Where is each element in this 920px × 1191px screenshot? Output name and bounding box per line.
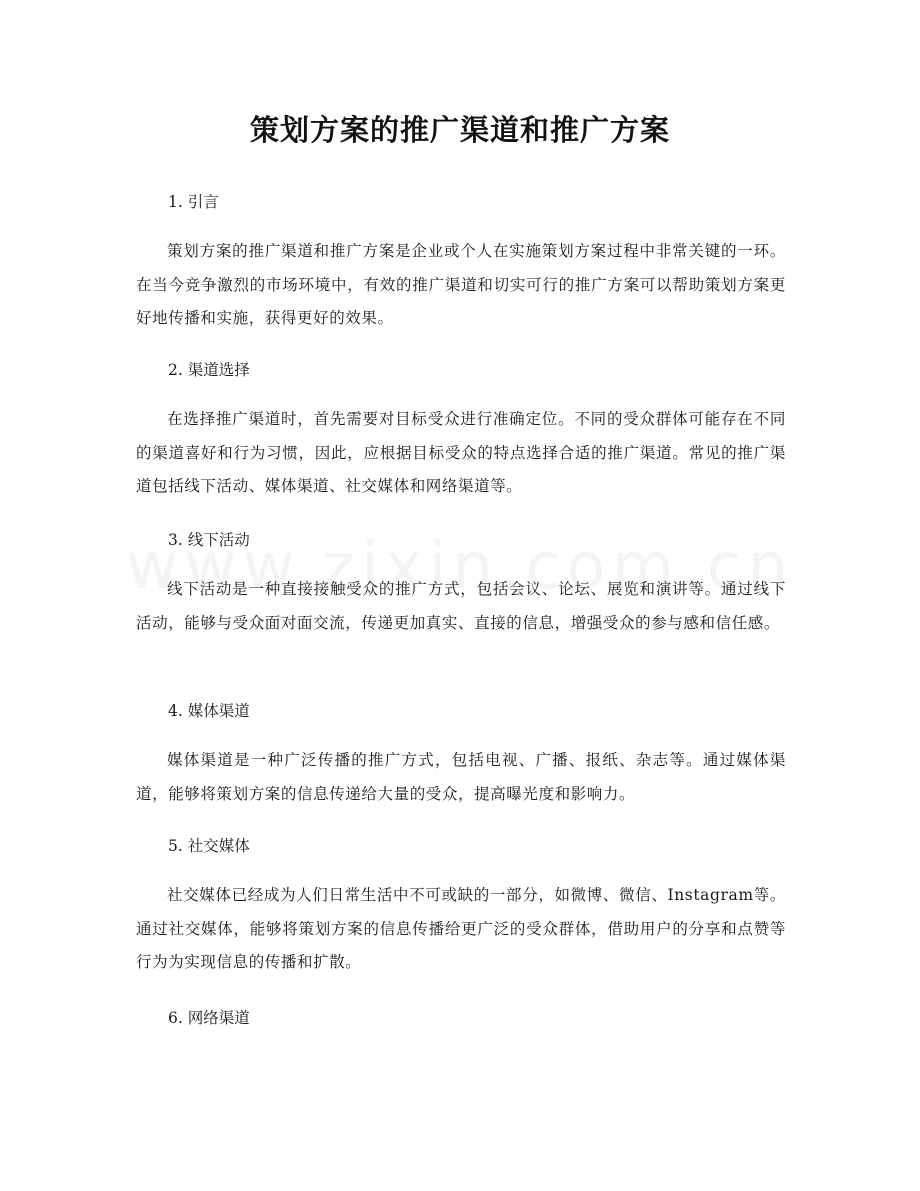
section-paragraph: 策划方案的推广渠道和推广方案是企业或个人在实施策划方案过程中非常关键的一环。在当今竞争激烈的市场环境中，有效的推广渠道和切实可行的推广方案可以帮助策划方案更好地传播和实施，获得更好的效果。	[136, 242, 786, 327]
section-heading: 4. 媒体渠道	[168, 702, 250, 720]
section-online-channels	[136, 1006, 786, 1030]
section-heading: 3. 线下活动	[168, 531, 250, 549]
section-introduction	[136, 190, 786, 336]
section-media-channels	[136, 699, 786, 811]
section-paragraph: 线下活动是一种直接接触受众的推广方式，包括会议、论坛、展览和演讲等。通过线下活动，能够与受众面对面交流，传递更加真实、直接的信息，增强受众的参与感和信任感。	[136, 580, 786, 632]
section-paragraph: 社交媒体已经成为人们日常生活中不可或缺的一部分，如微博、微信、Instagram等。通过社交媒体，能够将策划方案的信息传播给更广泛的受众群体，借助用户的分享和点赞等行为为实现信息的传播和扩散。	[136, 886, 786, 971]
document-title: 策划方案的推广渠道和推广方案	[249, 113, 670, 147]
section-heading: 2. 渠道选择	[168, 361, 250, 379]
section-heading: 5. 社交媒体	[168, 837, 250, 855]
section-offline-activities	[136, 528, 786, 640]
section-social-media	[136, 834, 786, 980]
section-heading: 6. 网络渠道	[168, 1009, 250, 1027]
section-paragraph: 媒体渠道是一种广泛传播的推广方式，包括电视、广播、报纸、杂志等。通过媒体渠道，能够将策划方案的信息传递给大量的受众，提高曝光度和影响力。	[136, 751, 786, 803]
section-heading: 1. 引言	[168, 193, 219, 211]
section-paragraph: 在选择推广渠道时，首先需要对目标受众进行准确定位。不同的受众群体可能存在不同的渠道喜好和行为习惯，因此，应根据目标受众的特点选择合适的推广渠道。常见的推广渠道包括线下活动、媒体渠道、社交媒体和网络渠道等。	[136, 410, 786, 495]
section-channel-selection	[136, 358, 786, 504]
